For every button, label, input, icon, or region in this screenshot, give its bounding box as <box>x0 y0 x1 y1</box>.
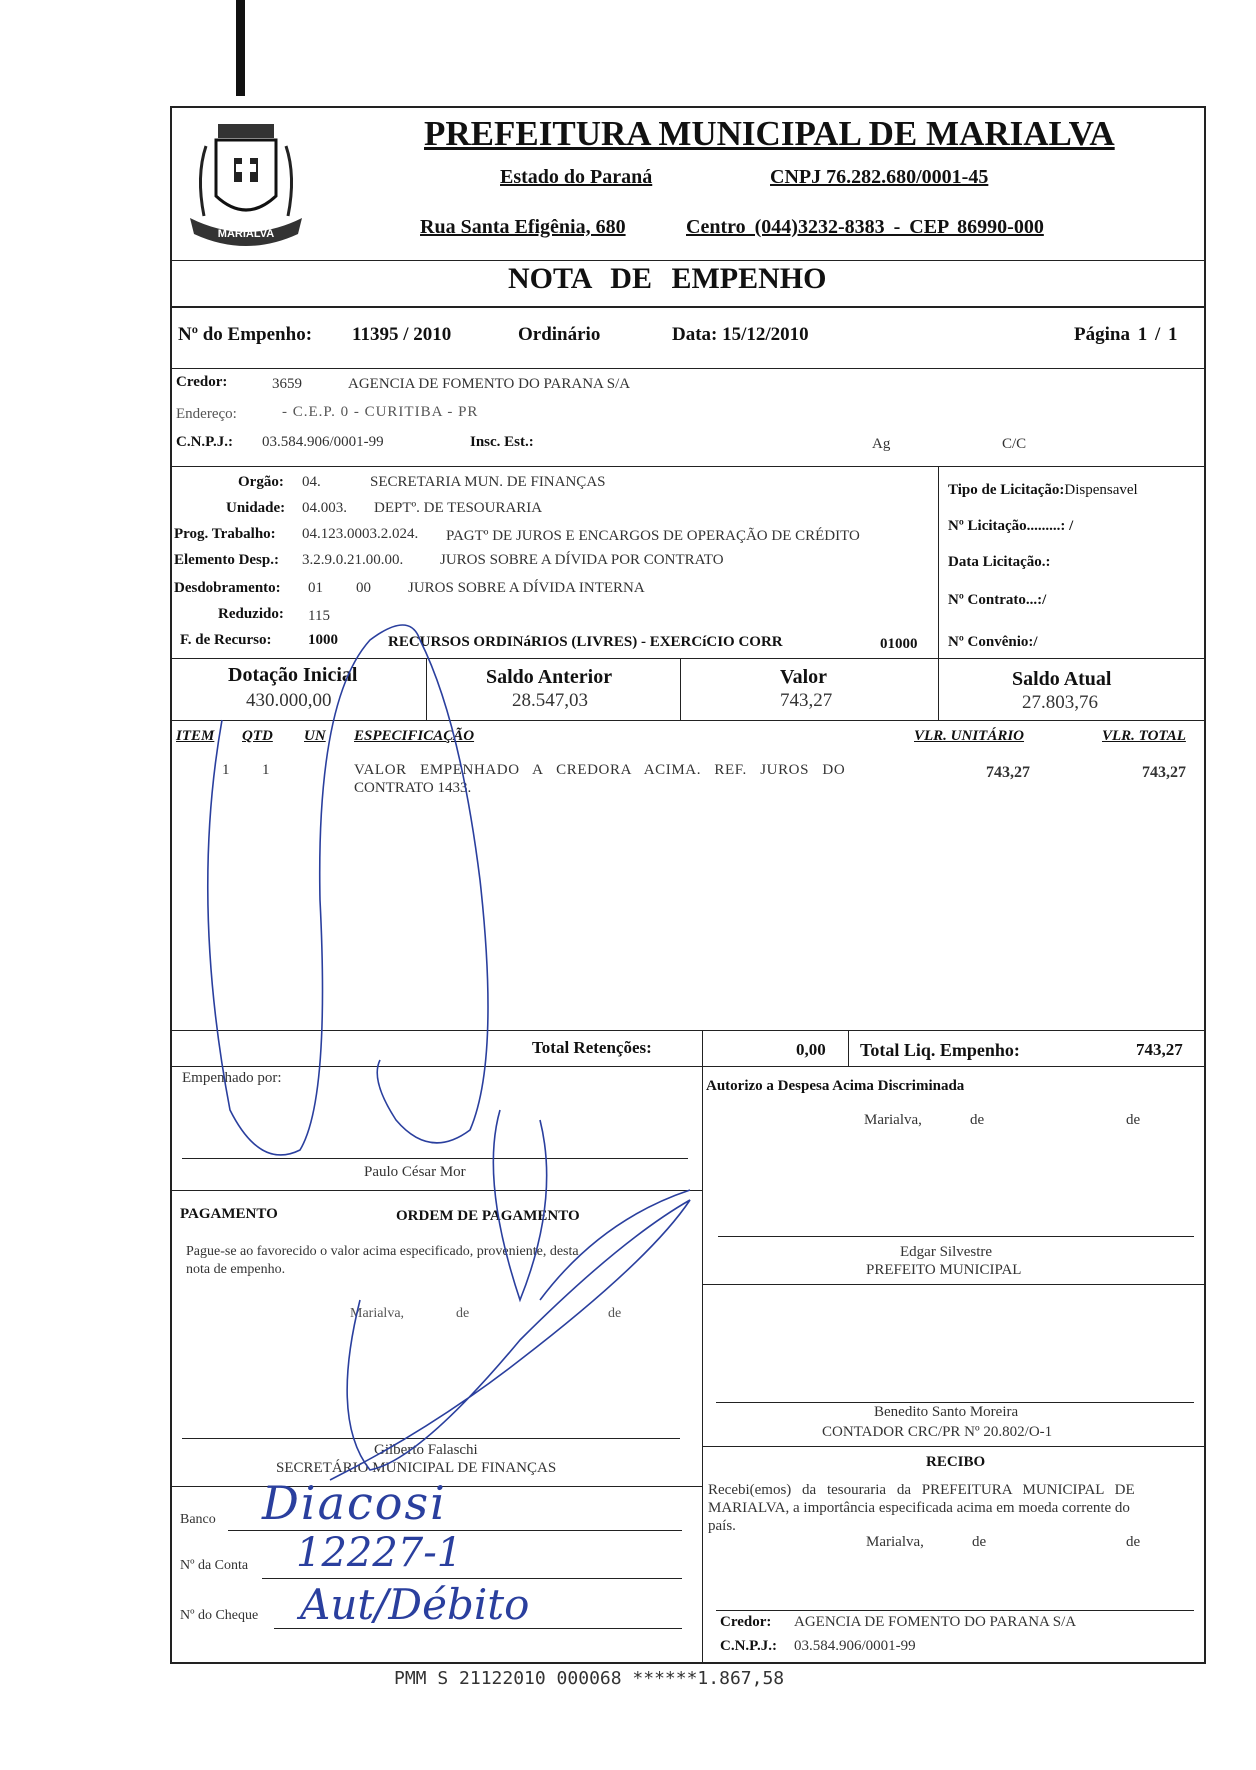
page-number: Página 1 / 1 <box>1074 324 1178 345</box>
signature-stroke-1 <box>208 625 420 1155</box>
recibo-label: RECIBO <box>926 1454 986 1470</box>
row-vlr-unitario: 743,27 <box>986 764 1030 781</box>
doc-title: NOTA DE EMPENHO <box>508 262 827 295</box>
orgao-code: 04. <box>302 474 321 490</box>
cnpj-credor-label: C.N.P.J.: <box>176 434 233 450</box>
recibo-cnpj-value: 03.584.906/0001-99 <box>794 1638 916 1654</box>
recibo-cnpj-label: C.N.P.J.: <box>720 1638 777 1654</box>
desdobramento-code2: 00 <box>356 580 371 596</box>
row-qtd: 1 <box>262 762 270 778</box>
endereco-value: - C.E.P. 0 - CURITIBA - PR <box>282 404 479 420</box>
banco-label: Banco <box>180 1512 216 1527</box>
unidade-code: 04.003. <box>302 500 347 516</box>
reduzido-value: 115 <box>308 608 330 624</box>
row-especificacao-line1: VALOR EMPENHADO A CREDORA ACIMA. REF. JUROS DO <box>354 762 846 778</box>
cheque-value: Aut/Débito <box>300 1580 530 1629</box>
orgao-label: Orgão: <box>238 474 284 490</box>
secretario-nome: Gilberto Falaschi <box>374 1442 478 1458</box>
elemento-desc: JUROS SOBRE A DÍVIDA POR CONTRATO <box>440 552 724 568</box>
desdobramento-label: Desdobramento: <box>174 580 281 596</box>
credor-label: Credor: <box>176 374 228 390</box>
valor-value: 743,27 <box>780 690 833 711</box>
total-retencoes-value: 0,00 <box>796 1040 826 1059</box>
autorizo-marialva: Marialva, <box>864 1112 922 1128</box>
recibo-texto-line3: país. <box>708 1518 736 1534</box>
saldo-atual-value: 27.803,76 <box>1022 692 1098 713</box>
seal-text: MARIALVA <box>217 228 275 240</box>
footer-stamp: PMM S 21122010 000068 ******1.867,58 <box>394 1668 785 1689</box>
dotacao-inicial-label: Dotação Inicial <box>228 664 358 686</box>
recibo-texto-line1: Recebi(emos) da tesouraria da PREFEITURA MUNICIPAL DE <box>708 1482 1135 1498</box>
saldo-atual-label: Saldo Atual <box>1012 668 1112 690</box>
conta-label: Nº da Conta <box>180 1558 249 1573</box>
recibo-marialva: Marialva, <box>866 1534 924 1550</box>
cheque-label: Nº do Cheque <box>180 1608 259 1623</box>
row-vlr-total: 743,27 <box>1142 764 1186 781</box>
recibo-texto-line2: MARIALVA, a importância especificada acima em moeda corrente do <box>708 1500 1130 1516</box>
autorizo-de1: de <box>970 1112 985 1128</box>
pagamento-texto-line1: Pague-se ao favorecido o valor acima especificado, proveniente, desta <box>186 1244 579 1259</box>
saldo-anterior-value: 28.547,03 <box>512 690 588 711</box>
col-header-qtd: QTD <box>242 728 273 744</box>
pagamento-de2: de <box>608 1306 622 1321</box>
row-item: 1 <box>222 762 230 778</box>
desdobramento-desc: JUROS SOBRE A DÍVIDA INTERNA <box>408 580 645 596</box>
prog-trabalho-desc: PAGTº DE JUROS E ENCARGOS DE OPERAÇÃO DE CRÉDITO <box>446 528 860 544</box>
secretario-cargo: SECRETÁRIO MUNICIPAL DE FINANÇAS <box>276 1460 557 1476</box>
fonte-recurso-desc: RECURSOS ORDINáRIOS (LIVRES) - EXERCíCIO CORR <box>388 634 783 650</box>
prefeito-nome: Edgar Silvestre <box>900 1244 993 1260</box>
fonte-recurso-label: F. de Recurso: <box>180 632 272 648</box>
empenho-number-label: Nº do Empenho: <box>178 324 313 345</box>
col-header-especificacao: ESPECIFICAÇÃO <box>354 728 475 744</box>
col-header-vlr-total: VLR. TOTAL <box>1102 728 1186 744</box>
insc-est-label: Insc. Est.: <box>470 434 534 450</box>
prefeito-cargo: PREFEITO MUNICIPAL <box>866 1262 1022 1278</box>
prog-trabalho-code: 04.123.0003.2.024. <box>302 526 419 542</box>
data-licitacao: Data Licitação.: <box>948 554 1051 570</box>
signature-stroke-4 <box>493 1110 546 1300</box>
total-liquido-value: 743,27 <box>1136 1040 1183 1059</box>
numero-contrato: Nº Contrato...:/ <box>948 592 1047 608</box>
total-retencoes-label: Total Retenções: <box>532 1038 652 1057</box>
recibo-credor-value: AGENCIA DE FOMENTO DO PARANA S/A <box>794 1614 1077 1630</box>
recibo-credor-label: Credor: <box>720 1614 772 1630</box>
pagamento-label: PAGAMENTO <box>180 1206 278 1222</box>
tipo-licitacao: Tipo de Licitação:Dispensavel <box>948 482 1138 498</box>
credor-code: 3659 <box>272 376 302 392</box>
col-header-un: UN <box>304 728 326 744</box>
empenho-number: 11395 / 2010 <box>352 324 452 345</box>
pagamento-texto-line2: nota de empenho. <box>186 1262 286 1277</box>
recibo-de1: de <box>972 1534 987 1550</box>
autorizo-de2: de <box>1126 1112 1141 1128</box>
cc-label: C/C <box>1002 436 1027 452</box>
contador-nome: Benedito Santo Moreira <box>874 1404 1019 1420</box>
signature-stroke-2 <box>377 640 488 1143</box>
address-label: Rua Santa Efigênia, 680 <box>420 216 626 238</box>
numero-convenio: Nº Convênio:/ <box>948 634 1038 650</box>
state-label: Estado do Paraná <box>500 166 653 188</box>
ordem-pagamento-label: ORDEM DE PAGAMENTO <box>396 1208 580 1224</box>
unidade-desc: DEPTº. DE TESOURARIA <box>374 500 543 516</box>
elemento-label: Elemento Desp.: <box>174 552 279 568</box>
cnpj-credor-value: 03.584.906/0001-99 <box>262 434 384 450</box>
pagamento-marialva: Marialva, <box>350 1306 405 1321</box>
total-liquido-label: Total Liq. Empenho: <box>860 1040 1020 1060</box>
valor-label: Valor <box>780 666 828 688</box>
contact-label: Centro (044)3232-8383 - CEP 86990-000 <box>686 216 1044 238</box>
signature-stroke-5 <box>540 1190 690 1300</box>
contador-cargo: CONTADOR CRC/PR Nº 20.802/O-1 <box>822 1424 1053 1440</box>
signature-stroke-3 <box>330 1200 690 1480</box>
page-title: PREFEITURA MUNICIPAL DE MARIALVA <box>424 114 1115 153</box>
prog-trabalho-label: Prog. Trabalho: <box>174 526 276 542</box>
col-header-item: ITEM <box>176 728 215 744</box>
col-header-vlr-unitario: VLR. UNITÁRIO <box>914 728 1025 744</box>
reduzido-label: Reduzido: <box>218 606 284 622</box>
numero-licitacao: Nº Licitação.........: / <box>948 518 1074 534</box>
endereco-label: Endereço: <box>176 406 237 422</box>
empenhado-por-nome: Paulo César Mor <box>364 1164 466 1180</box>
empenhado-por-label: Empenhado por: <box>182 1070 282 1086</box>
empenho-type: Ordinário <box>518 324 601 345</box>
conta-value: 12227-1 <box>296 1530 463 1576</box>
unidade-label: Unidade: <box>226 500 286 516</box>
ag-label: Ag <box>872 436 891 452</box>
row-especificacao-line2: CONTRATO 1433. <box>354 780 472 796</box>
empenho-date: Data: 15/12/2010 <box>672 324 809 345</box>
desdobramento-code1: 01 <box>308 580 323 596</box>
banco-value: Diacosi <box>262 1476 447 1530</box>
autorizo-label: Autorizo a Despesa Acima Discriminada <box>706 1078 965 1094</box>
cnpj-label: CNPJ 76.282.680/0001-45 <box>770 166 989 188</box>
credor-name: AGENCIA DE FOMENTO DO PARANA S/A <box>348 376 631 392</box>
fonte-recurso-code: 1000 <box>308 632 338 648</box>
elemento-code: 3.2.9.0.21.00.00. <box>302 552 404 568</box>
recibo-de2: de <box>1126 1534 1141 1550</box>
dotacao-inicial-value: 430.000,00 <box>246 690 332 711</box>
orgao-desc: SECRETARIA MUN. DE FINANÇAS <box>370 474 606 490</box>
pagamento-de1: de <box>456 1306 470 1321</box>
fonte-recurso-code2: 01000 <box>880 636 918 652</box>
saldo-anterior-label: Saldo Anterior <box>486 666 613 688</box>
